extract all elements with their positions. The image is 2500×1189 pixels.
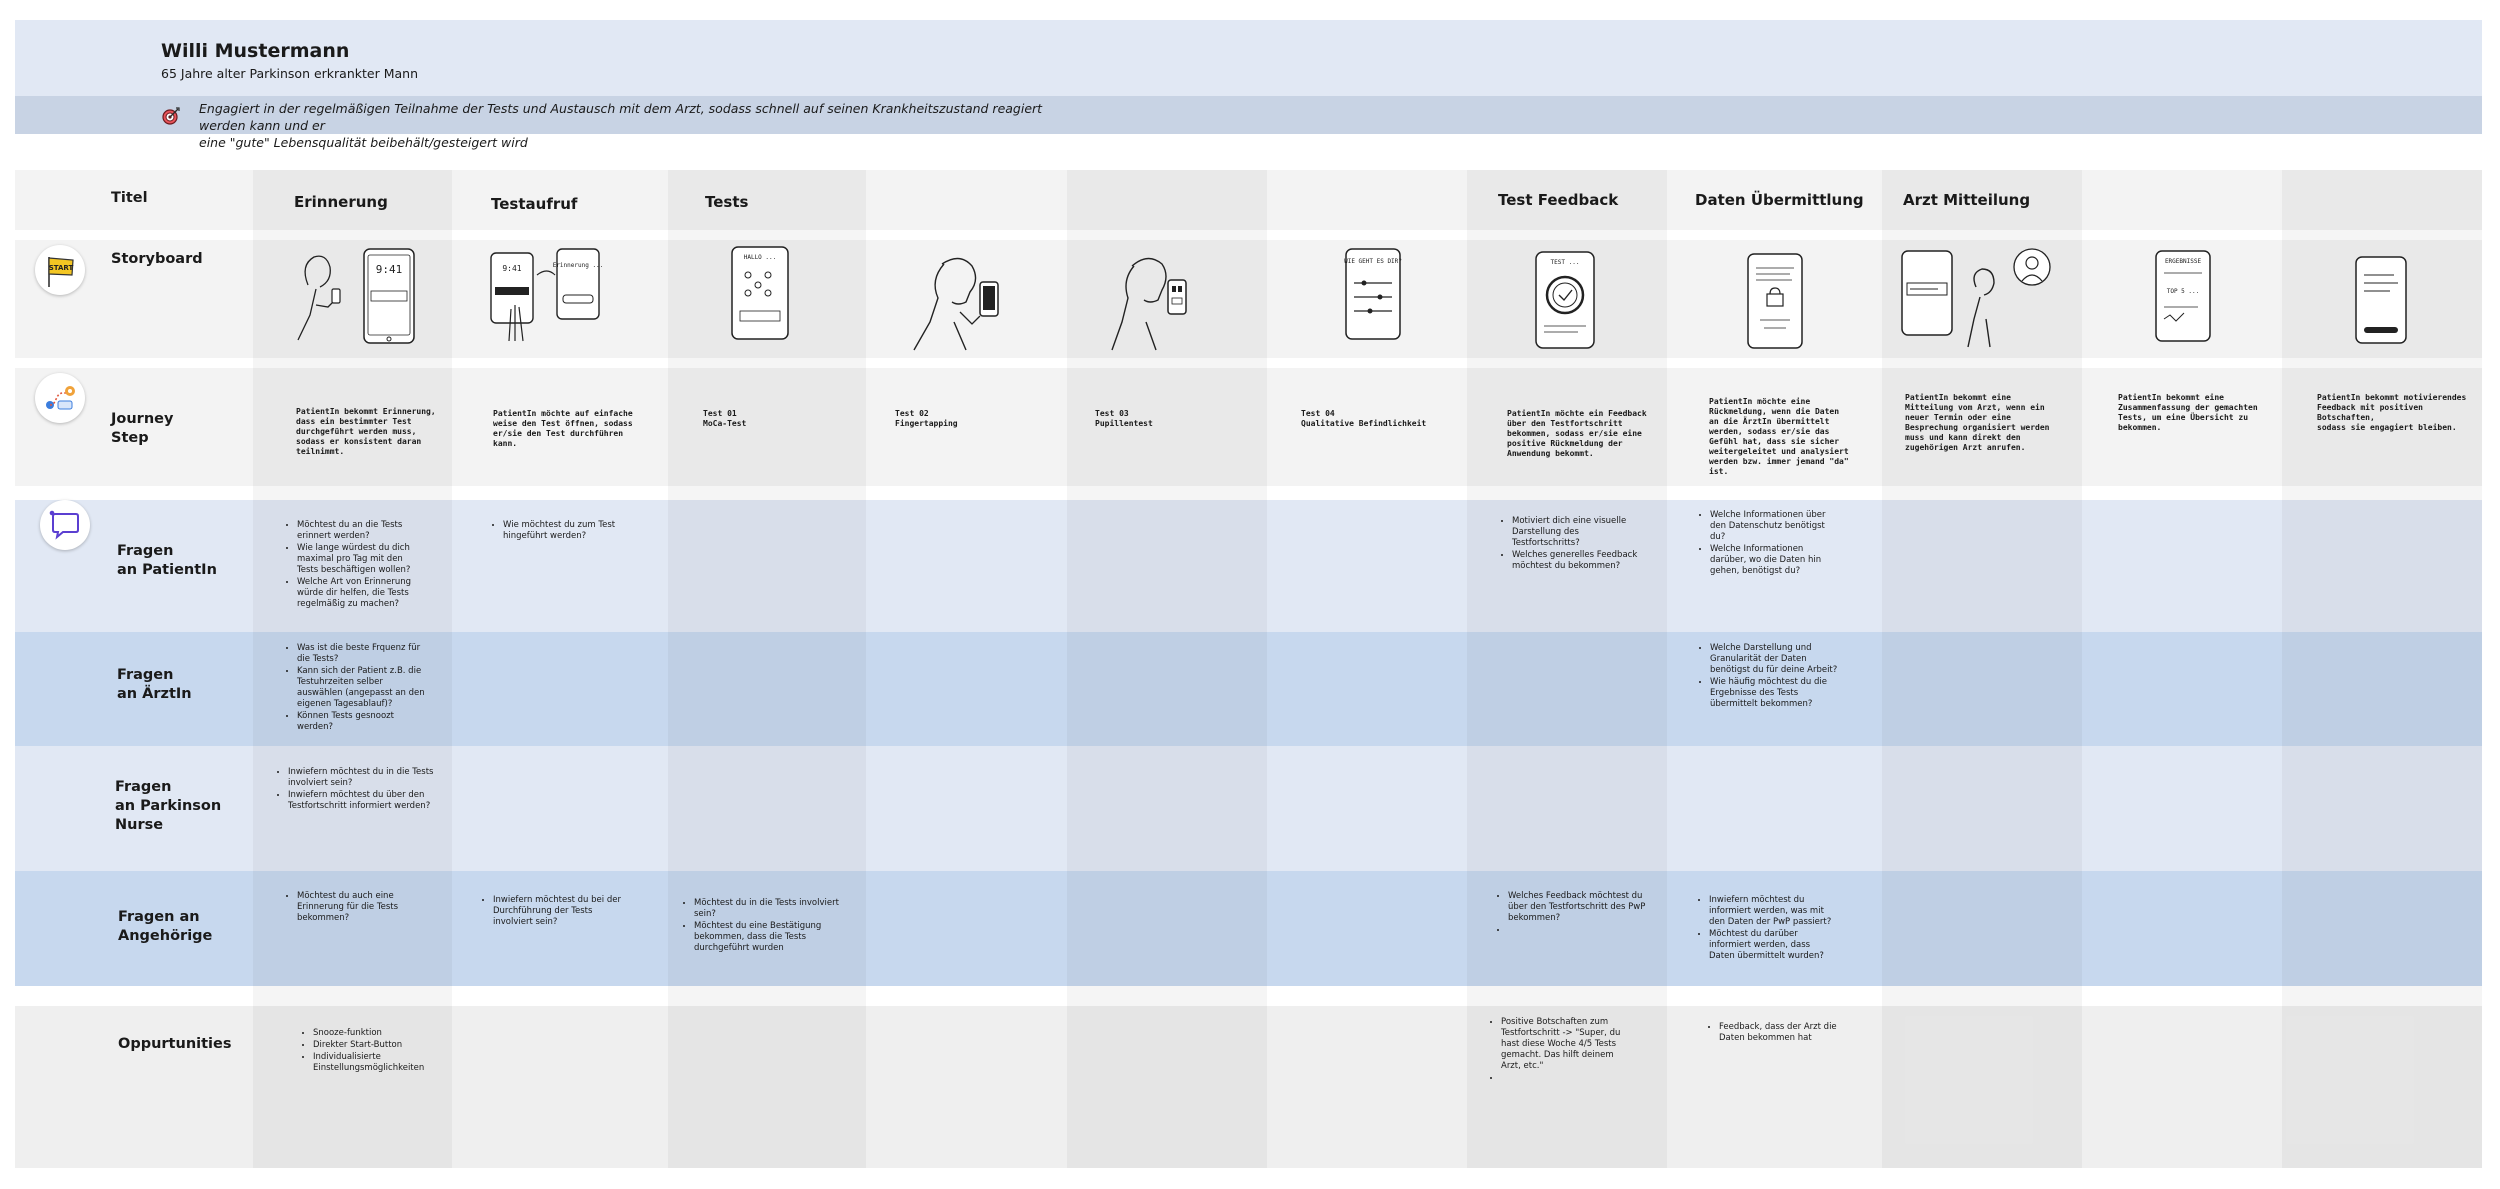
journey-step-1 bbox=[296, 407, 466, 457]
text-line: ist. bbox=[1709, 467, 1729, 476]
text-line: bekommen, sodass er/sie eine bbox=[1507, 429, 1642, 438]
row-label-arzt bbox=[117, 666, 192, 704]
sketch-pupillentest bbox=[1106, 252, 1196, 352]
start-flag-icon bbox=[35, 245, 85, 295]
text-line: Besprechung organisiert werden bbox=[1905, 423, 2050, 432]
text-line: Test 03 bbox=[1095, 409, 1129, 418]
journey-step-4 bbox=[895, 409, 1055, 429]
text-line: an die ÄrztIn übermittelt bbox=[1709, 417, 1830, 426]
text-line: werden, sodass er/sie das bbox=[1709, 427, 1830, 436]
patient-label-line-1: Fragen bbox=[117, 543, 174, 559]
text-line: Test 04 bbox=[1301, 409, 1335, 418]
text-line: werden bzw. immer jemand "da" bbox=[1709, 457, 1849, 466]
text-line: PatientIn bekommt Erinnerung, bbox=[296, 407, 436, 416]
text-line: zugehörigen Arzt anrufen. bbox=[1905, 443, 2026, 452]
text-line: Qualitative Befindlichkeit bbox=[1301, 419, 1427, 428]
journey-step-6 bbox=[1301, 409, 1466, 429]
list-item: • Möchtest du an die Tests erinnert werden? bbox=[297, 520, 425, 542]
journey-step-10 bbox=[2118, 393, 2283, 433]
row-label-titel: Titel bbox=[111, 190, 148, 206]
list-item: • Positive Botschaften zum Testfortschritt -> "Super, du hast diese Woche 4/5 Tests gemacht. Das hilft deinem Arzt, etc." bbox=[1501, 1017, 1634, 1072]
row-label-opportunities: Oppurtunities bbox=[118, 1036, 232, 1052]
col-head-arzt: Arzt Mitteilung bbox=[1903, 191, 2031, 209]
col-head-feedback: Test Feedback bbox=[1498, 191, 1619, 209]
list-item: • Wie möchtest du zum Test hingeführt werden? bbox=[503, 520, 631, 542]
sketch-fingertapping bbox=[910, 252, 1010, 352]
target-icon bbox=[161, 106, 181, 126]
journey-step-11 bbox=[2317, 393, 2482, 433]
text-line: PatientIn möchte auf einfache bbox=[493, 409, 633, 418]
list-item: • Welche Art von Erinnerung würde dir helfen, die Tests regelmäßig zu machen? bbox=[297, 577, 425, 610]
persona-band bbox=[15, 20, 2482, 96]
col-head-tests: Tests bbox=[705, 193, 749, 211]
persona-goal bbox=[199, 100, 1059, 151]
sketch-arzt bbox=[1898, 247, 2058, 351]
sketch-zusammenfassung-top: TOP 5 ... bbox=[2166, 288, 2200, 295]
text-line: Pupillentest bbox=[1095, 419, 1153, 428]
arzt-label-line-2: an ÄrztIn bbox=[117, 686, 192, 702]
opportunities-1 bbox=[301, 1028, 441, 1075]
journey-step-2 bbox=[493, 409, 663, 449]
text-line: PatientIn bekommt motivierendes bbox=[2317, 393, 2467, 402]
sketch-tests-text: HALLO ... bbox=[743, 254, 777, 261]
text-line: positive Rückmeldung der bbox=[1507, 439, 1623, 448]
text-line: sodass sie engagiert bleiben. bbox=[2317, 423, 2457, 432]
list-item: • Möchtest du eine Bestätigung bekommen, dass die Tests durchgeführt wurden bbox=[694, 921, 852, 954]
list-item: • Inwiefern möchtest du bei der Durchführung der Tests involviert sein? bbox=[493, 895, 631, 928]
sketch-daten bbox=[1740, 250, 1810, 354]
list-item: • Inwiefern möchtest du informiert werden, was mit den Daten der PwP passiert? bbox=[1709, 895, 1837, 928]
sketch-befindlichkeit-text: WIE GEHT ES DIR? bbox=[1344, 258, 1402, 265]
nurse-label-line-1: Fragen bbox=[115, 779, 172, 795]
text-line: PatientIn möchte ein Feedback bbox=[1507, 409, 1647, 418]
list-item: • Individualisierte Einstellungsmöglichkeiten bbox=[313, 1052, 441, 1074]
list-item: • Inwiefern möchtest du in die Tests involviert sein? bbox=[288, 767, 436, 789]
row-label-journey bbox=[111, 410, 173, 448]
speech-bubble-icon bbox=[40, 500, 90, 550]
angeh-questions-3 bbox=[682, 898, 852, 955]
text-line: PatientIn möchte eine bbox=[1709, 397, 1811, 406]
text-line: Fingertapping bbox=[895, 419, 958, 428]
sketch-feedback-text: TEST ... bbox=[1550, 259, 1580, 266]
text-line: Anwendung bekommt. bbox=[1507, 449, 1594, 458]
text-line: teilnimmt. bbox=[296, 447, 345, 456]
sketch-befindlichkeit bbox=[1340, 247, 1410, 345]
text-line: MoCa-Test bbox=[703, 419, 747, 428]
col-head-erinnerung: Erinnerung bbox=[294, 193, 388, 211]
list-item: • Welche Informationen über den Datenschutz benötigst du? bbox=[1710, 510, 1838, 543]
arzt-questions-8 bbox=[1698, 643, 1838, 711]
opportunities-8 bbox=[1707, 1022, 1837, 1045]
text-line: weise den Test öffnen, sodass bbox=[493, 419, 633, 428]
text-line: Gefühl hat, dass sie sicher bbox=[1709, 437, 1840, 446]
col-head-daten: Daten Übermittlung bbox=[1695, 191, 1864, 209]
list-item: • Möchtest du in die Tests involviert sein? bbox=[694, 898, 852, 920]
nurse-questions-1 bbox=[276, 767, 436, 813]
text-line: Rückmeldung, wenn die Daten bbox=[1709, 407, 1840, 416]
angeh-questions-8 bbox=[1697, 895, 1837, 963]
row-label-angehoerige bbox=[118, 908, 212, 946]
route-icon bbox=[35, 373, 85, 423]
patient-questions-8 bbox=[1698, 510, 1838, 578]
list-item: • Welches generelles Feedback möchtest du bekommen? bbox=[1512, 550, 1640, 572]
list-item: • Können Tests gesnoozt werden? bbox=[297, 711, 425, 733]
text-line: er/sie den Test durchführen bbox=[493, 429, 624, 438]
list-item bbox=[1508, 925, 1646, 936]
journey-step-7 bbox=[1507, 409, 1667, 459]
nurse-label-line-3: Nurse bbox=[115, 817, 164, 833]
list-item: • Welche Informationen darüber, wo die Daten hin gehen, benötigst du? bbox=[1710, 544, 1838, 577]
patient-questions-1 bbox=[285, 520, 425, 611]
text-line: Feedback mit positiven Botschaften, bbox=[2317, 403, 2423, 422]
journey-label-line-1: Journey bbox=[111, 411, 174, 427]
list-item: • Möchtest du darüber informiert werden, dass Daten übermittelt wurden? bbox=[1709, 929, 1837, 962]
sketch-motivation bbox=[2350, 255, 2414, 349]
list-item: • Motiviert dich eine visuelle Darstellung des Testfortschritts? bbox=[1512, 516, 1640, 549]
sketch-feedback bbox=[1530, 250, 1602, 354]
journey-label-line-2: Step bbox=[111, 430, 149, 446]
list-item: • Snooze-funktion bbox=[313, 1028, 441, 1039]
list-item: • Was ist die beste Frquenz für die Tests? bbox=[297, 643, 425, 665]
journey-step-9 bbox=[1905, 393, 2085, 453]
text-line: weitergeleitet und analysiert bbox=[1709, 447, 1849, 456]
sketch-tests bbox=[726, 245, 796, 345]
row-label-patient bbox=[117, 542, 217, 580]
text-line: PatientIn bekommt eine bbox=[2118, 393, 2224, 402]
text-line: Tests, um eine Übersicht zu bbox=[2118, 413, 2249, 422]
start-sign-text: START bbox=[48, 264, 74, 272]
patient-questions-7 bbox=[1500, 516, 1640, 573]
angeh-questions-7 bbox=[1496, 891, 1646, 937]
arzt-label-line-1: Fragen bbox=[117, 667, 174, 683]
text-line: durchgeführt werden muss, bbox=[296, 427, 417, 436]
sketch-erinnerung bbox=[288, 245, 428, 351]
list-item: • Wie lange würdest du dich maximal pro Tag mit den Tests beschäftigen wollen? bbox=[297, 543, 425, 576]
sketch-testaufruf-time: 9:41 bbox=[502, 264, 522, 273]
angeh-label-line-1: Fragen an bbox=[118, 909, 200, 925]
text-line: PatientIn bekommt eine bbox=[1905, 393, 2011, 402]
journey-step-3 bbox=[703, 409, 863, 429]
col-head-testaufruf: Testaufruf bbox=[491, 195, 578, 213]
list-item: • Kann sich der Patient z.B. die Testuhrzeiten selber auswählen (angepasst an den eigenen Tagesablauf)? bbox=[297, 666, 425, 710]
sketch-zusammenfassung-text: ERGEBNISSE bbox=[2164, 258, 2202, 265]
text-line: sodass er konsistent daran bbox=[296, 437, 422, 446]
journey-step-8 bbox=[1709, 397, 1879, 477]
text-line: Zusammenfassung der gemachten bbox=[2118, 403, 2258, 412]
text-line: kann. bbox=[493, 439, 518, 448]
text-line: bekommen. bbox=[2118, 423, 2162, 432]
sketch-testaufruf-msg: Erinnerung ... bbox=[552, 262, 604, 269]
text-line: neuer Termin oder eine bbox=[1905, 413, 2011, 422]
text-line: Test 01 bbox=[703, 409, 737, 418]
angeh-questions-2 bbox=[481, 895, 631, 929]
text-line: Mitteilung vom Arzt, wenn ein bbox=[1905, 403, 2045, 412]
goal-line-1: Engagiert in der regelmäßigen Teilnahme der Tests und Austausch mit dem Arzt, sodass schnell auf seinen Krankheitszustand reagiert werden kann und er bbox=[199, 101, 1043, 133]
nurse-label-line-2: an Parkinson bbox=[115, 798, 222, 814]
angeh-questions-1 bbox=[285, 891, 430, 925]
list-item: • Wie häufig möchtest du die Ergebnisse des Tests übermittelt bekommen? bbox=[1710, 677, 1838, 710]
sketch-testaufruf bbox=[485, 245, 610, 351]
patient-questions-2 bbox=[491, 520, 631, 543]
text-line: über den Testfortschritt bbox=[1507, 419, 1623, 428]
list-item: • Inwiefern möchtest du über den Testfortschritt informiert werden? bbox=[288, 790, 436, 812]
goal-line-2: eine "gute" Lebensqualität beibehält/gesteigert wird bbox=[199, 135, 528, 150]
persona-name: Willi Mustermann bbox=[161, 40, 350, 62]
text-line: muss und kann direkt den bbox=[1905, 433, 2021, 442]
sketch-zusammenfassung bbox=[2148, 247, 2218, 347]
angeh-label-line-2: Angehörige bbox=[118, 928, 213, 944]
list-item: • Direkter Start-Button bbox=[313, 1040, 441, 1051]
patient-label-line-2: an PatientIn bbox=[117, 562, 217, 578]
journey-step-5 bbox=[1095, 409, 1255, 429]
list-item: • Welche Darstellung und Granularität der Daten benötigst du für deine Arbeit? bbox=[1710, 643, 1838, 676]
list-item bbox=[1501, 1073, 1634, 1084]
sketch-erinnerung-time: 9:41 bbox=[375, 263, 403, 276]
opportunities-7 bbox=[1489, 1017, 1634, 1085]
row-label-nurse bbox=[115, 778, 221, 835]
row-label-storyboard: Storyboard bbox=[111, 251, 203, 267]
persona-subtitle: 65 Jahre alter Parkinson erkrankter Mann bbox=[161, 66, 419, 81]
list-item: • Welches Feedback möchtest du über den Testfortschritt des PwP bekommen? bbox=[1508, 891, 1646, 924]
list-item: • Feedback, dass der Arzt die Daten bekommen hat bbox=[1719, 1022, 1837, 1044]
list-item: • Möchtest du auch eine Erinnerung für die Tests bekommen? bbox=[297, 891, 430, 924]
arzt-questions-1 bbox=[285, 643, 425, 734]
text-line: Test 02 bbox=[895, 409, 929, 418]
text-line: dass ein bestimmter Test bbox=[296, 417, 412, 426]
